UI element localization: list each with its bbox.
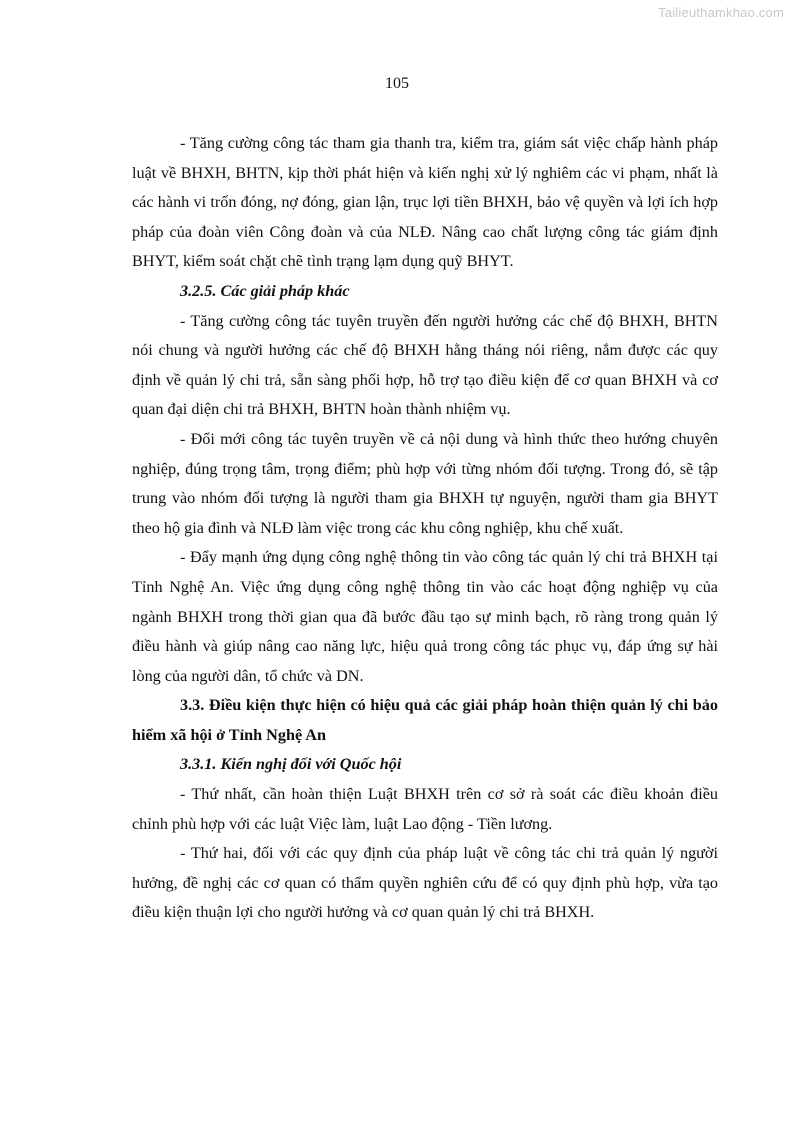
watermark: Tailieuthamkhao.com: [658, 5, 784, 20]
section-heading-3-3: 3.3. Điều kiện thực hiện có hiệu quả các giải pháp hoàn thiện quản lý chi bảo hiểm xã hội ở Tỉnh Nghệ An: [132, 696, 718, 744]
paragraph: - Tăng cường công tác tuyên truyền đến người hưởng các chế độ BHXH, BHTN nói chung và người hưởng các chế độ BHXH hằng tháng nói riêng, nắm được các quy định về quản lý chi trả, sẵn sàng phối hợp, hỗ trợ tạo điều kiện để cơ quan BHXH và cơ quan đại diện chi trả BHXH, BHTN hoàn thành nhiệm vụ.: [132, 311, 718, 419]
paragraph: - Thứ hai, đối với các quy định của pháp luật về công tác chi trả quản lý người hưởng, đề nghị các cơ quan có thẩm quyền nghiên cứu để có quy định phù hợp, vừa tạo điều kiện thuận lợi cho người hưởng và cơ quan quản lý chi trả BHXH.: [132, 844, 718, 922]
paragraph: - Thứ nhất, cần hoàn thiện Luật BHXH trên cơ sở rà soát các điều khoản điều chỉnh phù hợp với các luật Việc làm, luật Lao động - Tiền lương.: [132, 785, 718, 833]
section-heading-3-3-1: 3.3.1. Kiến nghị đối với Quốc hội: [180, 755, 402, 774]
page-number: 105: [385, 75, 409, 92]
document-body: [132, 129, 718, 928]
section-heading-3-2-5: 3.2.5. Các giải pháp khác: [180, 281, 350, 300]
paragraph: - Tăng cường công tác tham gia thanh tra, kiểm tra, giám sát việc chấp hành pháp luật về BHXH, BHTN, kịp thời phát hiện và kiến nghị xử lý nghiêm các vi phạm, nhất là các hành vi trốn đóng, nợ đóng, gian lận, trục lợi tiền BHXH, bảo vệ quyền và lợi ích hợp pháp của đoàn viên Công đoàn và của NLĐ. Nâng cao chất lượng công tác giám định BHYT, kiểm soát chặt chẽ tình trạng lạm dụng quỹ BHYT.: [132, 134, 718, 271]
paragraph: - Đẩy mạnh ứng dụng công nghệ thông tin vào công tác quản lý chi trả BHXH tại Tỉnh Nghệ An. Việc ứng dụng công nghệ thông tin vào các hoạt động nghiệp vụ của ngành BHXH trong thời gian qua đã bước đầu tạo sự minh bạch, rõ ràng trong quản lý điều hành và giúp nâng cao năng lực, hiệu quả trong công tác phục vụ, đáp ứng sự hài lòng của người dân, tổ chức và DN.: [132, 548, 718, 685]
paragraph: - Đổi mới công tác tuyên truyền về cả nội dung và hình thức theo hướng chuyên nghiệp, đúng trọng tâm, trọng điểm; phù hợp với từng nhóm đối tượng. Trong đó, sẽ tập trung vào nhóm đối tượng là người tham gia BHXH tự nguyện, người tham gia BHYT theo hộ gia đình và NLĐ làm việc trong các khu công nghiệp, khu chế xuất.: [132, 429, 718, 537]
